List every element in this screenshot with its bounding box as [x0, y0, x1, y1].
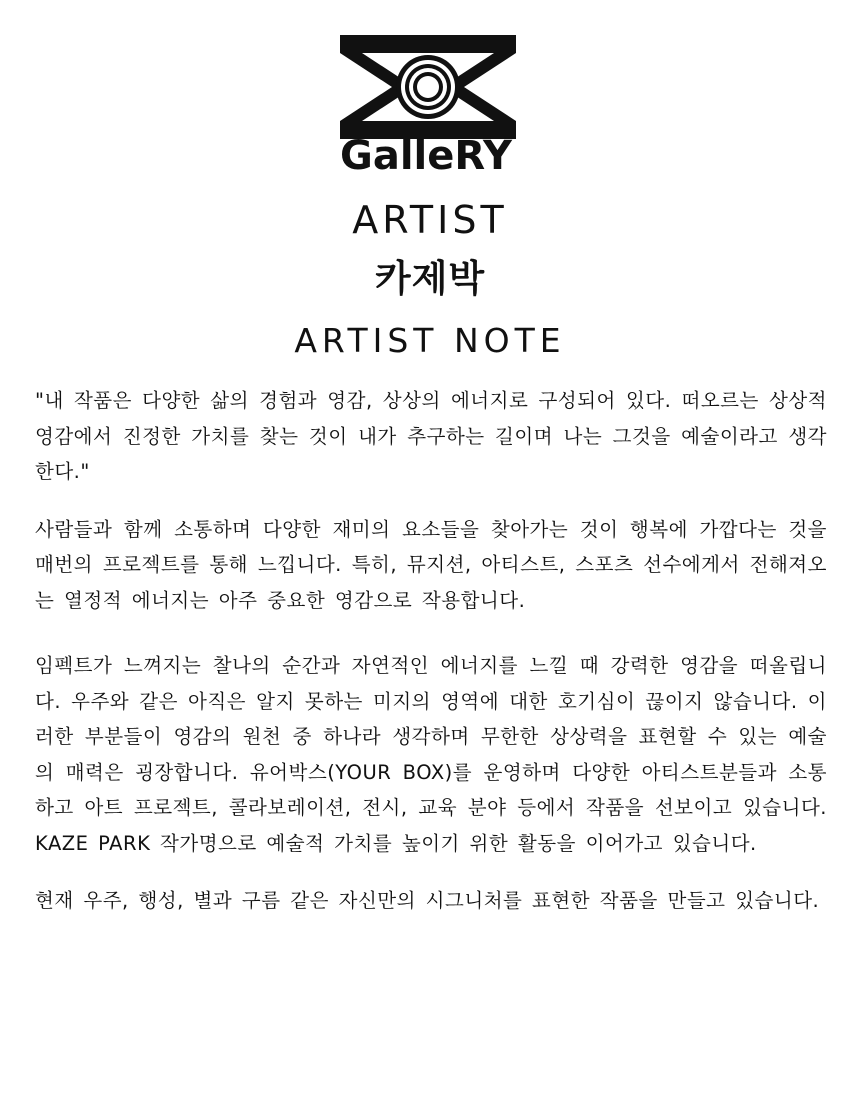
artist-label: ARTIST: [352, 198, 508, 242]
artist-note-heading: ARTIST NOTE: [294, 321, 566, 360]
note-paragraph-current-work: 현재 우주, 행성, 별과 구름 같은 자신만의 시그니처를 표현한 작품을 만들고 있습니다.: [35, 889, 820, 912]
gallery-logo: [336, 32, 524, 178]
note-paragraph-communication: 사람들과 함께 소통하며 다양한 재미의 요소들을 찾아가는 것이 행복에 가깝다는 것을 매번의 프로젝트를 통해 느낍니다. 특히, 뮤지션, 아티스트, 스포츠 선수에게서 전해져오는 열정적 에너지는 아주 중요한 영감으로 작용합니다.: [35, 517, 827, 612]
artist-name: 카제박: [374, 257, 486, 300]
logo-wordmark: GalleRY: [340, 133, 512, 178]
note-paragraph-inspiration: 임펙트가 느껴지는 찰나의 순간과 자연적인 에너지를 느낄 때 강력한 영감을 떠올립니다. 우주와 같은 아직은 알지 못하는 미지의 영역에 대한 호기심이 끊이지 않습니다. 이러한 부분들이 영감의 원천 중 하나라 생각하며 무한한 상상력을 표현할 수 있는 예술의 매력은 굉장합니다. 유어박스(YOUR BOX)를 운영하며 다양한 아티스트분들과 소통하고 아트 프로젝트, 콜라보레이션, 전시, 교육 분야 등에서 작품을 선보이고 있습니다. KAZE PARK 작가명으로 예술적 가치를 높이기 위한 활동을 이어가고 있습니다.: [35, 654, 827, 855]
note-paragraph-quote: "내 작품은 다양한 삶의 경험과 영감, 상상의 에너지로 구성되어 있다. 떠오르는 상상적 영감에서 진정한 가치를 찾는 것이 내가 추구하는 길이며 나는 그것을 예술이라고 생각한다.": [35, 389, 827, 483]
zoz-gallery-logo-icon: [336, 32, 524, 178]
artist-note-body: [35, 383, 827, 941]
